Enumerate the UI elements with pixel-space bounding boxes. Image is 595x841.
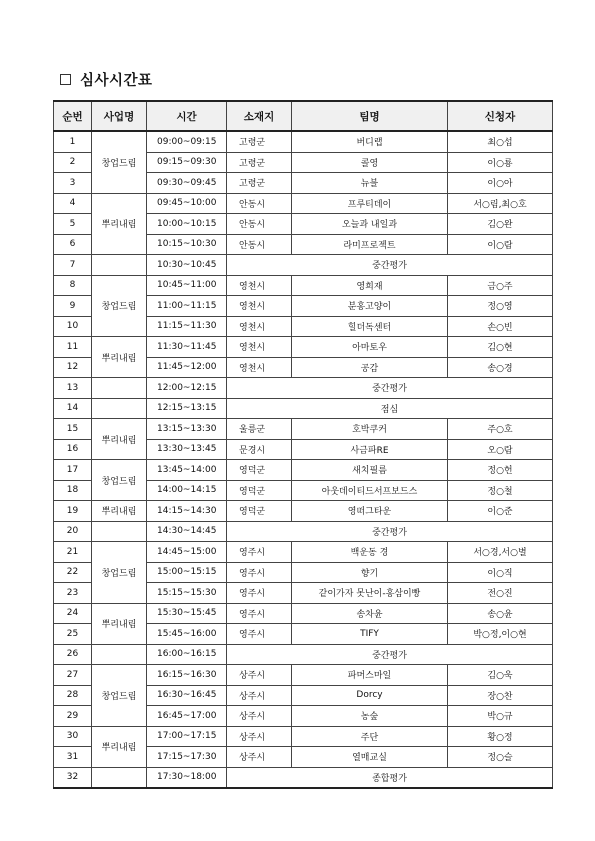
table-row — [54, 726, 553, 747]
location: 안동시 — [227, 214, 292, 235]
program-name: 뿌리내림 — [92, 337, 147, 378]
row-number: 22 — [54, 562, 92, 583]
table-row — [54, 603, 553, 624]
page-title — [60, 69, 153, 89]
row-number: 7 — [54, 255, 92, 276]
header-applicant: 신청자 — [448, 101, 553, 131]
table-row — [54, 275, 553, 296]
applicant-name: 이○람 — [448, 234, 553, 255]
team-name: 뉴블 — [292, 173, 448, 194]
applicant-name: 정○영 — [448, 296, 553, 317]
applicant-name: 서○경,서○별 — [448, 542, 553, 563]
checkbox-square-icon — [60, 74, 71, 85]
time-slot: 14:15~14:30 — [147, 501, 227, 522]
applicant-name: 최○섭 — [448, 131, 553, 152]
team-name: 오늘과 내일과 — [292, 214, 448, 235]
time-slot: 09:00~09:15 — [147, 131, 227, 152]
team-name: 콜영 — [292, 152, 448, 173]
time-slot: 11:45~12:00 — [147, 357, 227, 378]
table-row — [54, 644, 553, 665]
time-slot: 10:45~11:00 — [147, 275, 227, 296]
table-row — [54, 398, 553, 419]
program-name: 뿌리내림 — [92, 603, 147, 644]
team-name: 사금파RE — [292, 439, 448, 460]
row-number: 1 — [54, 131, 92, 152]
team-name: 영희재 — [292, 275, 448, 296]
applicant-name: 김○완 — [448, 214, 553, 235]
row-number: 27 — [54, 665, 92, 686]
header-no: 순번 — [54, 101, 92, 131]
table-row — [54, 131, 553, 152]
time-slot: 13:30~13:45 — [147, 439, 227, 460]
location: 영천시 — [227, 357, 292, 378]
row-number: 14 — [54, 398, 92, 419]
time-slot: 17:15~17:30 — [147, 747, 227, 768]
row-number: 24 — [54, 603, 92, 624]
location: 상주시 — [227, 706, 292, 727]
program-name — [92, 255, 147, 276]
row-number: 23 — [54, 583, 92, 604]
row-number: 26 — [54, 644, 92, 665]
program-name: 창업드림 — [92, 665, 147, 727]
location: 상주시 — [227, 665, 292, 686]
team-name: 분홍고양이 — [292, 296, 448, 317]
title-text: 심사시간표 — [80, 72, 153, 89]
break-label: 중간평가 — [227, 378, 553, 399]
break-label: 종합평가 — [227, 767, 553, 788]
time-slot: 14:00~14:15 — [147, 480, 227, 501]
location: 영덕군 — [227, 501, 292, 522]
team-name: 힐더독센터 — [292, 316, 448, 337]
row-number: 25 — [54, 624, 92, 645]
location: 상주시 — [227, 747, 292, 768]
row-number: 28 — [54, 685, 92, 706]
row-number: 15 — [54, 419, 92, 440]
location: 영주시 — [227, 603, 292, 624]
row-number: 21 — [54, 542, 92, 563]
applicant-name: 정○헌 — [448, 460, 553, 481]
row-number: 30 — [54, 726, 92, 747]
team-name: Dorcy — [292, 685, 448, 706]
applicant-name: 이○아 — [448, 173, 553, 194]
table-row — [54, 501, 553, 522]
time-slot: 11:30~11:45 — [147, 337, 227, 358]
header-location: 소재지 — [227, 101, 292, 131]
program-name: 뿌리내림 — [92, 193, 147, 255]
time-slot: 14:45~15:00 — [147, 542, 227, 563]
applicant-name: 주○호 — [448, 419, 553, 440]
table-row — [54, 337, 553, 358]
team-name: 라미프로젝트 — [292, 234, 448, 255]
location: 영천시 — [227, 337, 292, 358]
applicant-name: 김○욱 — [448, 665, 553, 686]
team-name: 아웃데이티드서프보드스 — [292, 480, 448, 501]
row-number: 31 — [54, 747, 92, 768]
team-name: 아마토우 — [292, 337, 448, 358]
team-name: TIFY — [292, 624, 448, 645]
applicant-name: 송○경 — [448, 357, 553, 378]
applicant-name: 송○윤 — [448, 603, 553, 624]
team-name: 송차윤 — [292, 603, 448, 624]
row-number: 13 — [54, 378, 92, 399]
location: 고령군 — [227, 152, 292, 173]
break-label: 점심 — [227, 398, 553, 419]
table-row — [54, 767, 553, 788]
location: 영주시 — [227, 542, 292, 563]
time-slot: 09:30~09:45 — [147, 173, 227, 194]
time-slot: 11:15~11:30 — [147, 316, 227, 337]
location: 고령군 — [227, 173, 292, 194]
program-name: 뿌리내림 — [92, 419, 147, 460]
program-name: 창업드림 — [92, 275, 147, 337]
schedule-table — [53, 100, 553, 789]
location: 안동시 — [227, 193, 292, 214]
row-number: 20 — [54, 521, 92, 542]
time-slot: 15:15~15:30 — [147, 583, 227, 604]
table-row — [54, 521, 553, 542]
time-slot: 15:45~16:00 — [147, 624, 227, 645]
row-number: 18 — [54, 480, 92, 501]
applicant-name: 손○빈 — [448, 316, 553, 337]
applicant-name: 정○슬 — [448, 747, 553, 768]
time-slot: 15:00~15:15 — [147, 562, 227, 583]
row-number: 17 — [54, 460, 92, 481]
row-number: 32 — [54, 767, 92, 788]
row-number: 11 — [54, 337, 92, 358]
team-name: 공감 — [292, 357, 448, 378]
team-name: 향기 — [292, 562, 448, 583]
applicant-name: 김○현 — [448, 337, 553, 358]
row-number: 12 — [54, 357, 92, 378]
table-row — [54, 419, 553, 440]
break-label: 중간평가 — [227, 644, 553, 665]
applicant-name: 서○림,최○호 — [448, 193, 553, 214]
team-name: 백운동 경 — [292, 542, 448, 563]
team-name: 같이가자 못난이-홍삼이빵 — [292, 583, 448, 604]
row-number: 19 — [54, 501, 92, 522]
time-slot: 13:15~13:30 — [147, 419, 227, 440]
program-name: 창업드림 — [92, 542, 147, 604]
program-name: 뿌리내림 — [92, 501, 147, 522]
row-number: 16 — [54, 439, 92, 460]
time-slot: 09:45~10:00 — [147, 193, 227, 214]
break-label: 중간평가 — [227, 521, 553, 542]
location: 고령군 — [227, 131, 292, 152]
program-name: 창업드림 — [92, 131, 147, 193]
time-slot: 10:30~10:45 — [147, 255, 227, 276]
time-slot: 10:15~10:30 — [147, 234, 227, 255]
table-header-row — [54, 101, 553, 131]
applicant-name: 금○주 — [448, 275, 553, 296]
break-label: 중간평가 — [227, 255, 553, 276]
location: 상주시 — [227, 685, 292, 706]
applicant-name: 장○찬 — [448, 685, 553, 706]
team-name: 파머스마일 — [292, 665, 448, 686]
applicant-name: 이○준 — [448, 501, 553, 522]
row-number: 5 — [54, 214, 92, 235]
header-team: 팀명 — [292, 101, 448, 131]
table-row — [54, 255, 553, 276]
program-name: 창업드림 — [92, 460, 147, 501]
location: 영천시 — [227, 275, 292, 296]
table-row — [54, 378, 553, 399]
location: 영주시 — [227, 583, 292, 604]
table-row — [54, 193, 553, 214]
schedule-body — [54, 131, 553, 788]
time-slot: 16:30~16:45 — [147, 685, 227, 706]
applicant-name: 오○람 — [448, 439, 553, 460]
team-name: 새치필름 — [292, 460, 448, 481]
team-name: 농숲 — [292, 706, 448, 727]
team-name: 열매교실 — [292, 747, 448, 768]
time-slot: 17:00~17:15 — [147, 726, 227, 747]
location: 영천시 — [227, 296, 292, 317]
row-number: 4 — [54, 193, 92, 214]
row-number: 29 — [54, 706, 92, 727]
time-slot: 16:15~16:30 — [147, 665, 227, 686]
program-name — [92, 378, 147, 399]
program-name: 뿌리내림 — [92, 726, 147, 767]
team-name: 호박쿠커 — [292, 419, 448, 440]
applicant-name: 이○직 — [448, 562, 553, 583]
time-slot: 16:00~16:15 — [147, 644, 227, 665]
location: 영천시 — [227, 316, 292, 337]
program-name — [92, 398, 147, 419]
row-number: 8 — [54, 275, 92, 296]
row-number: 9 — [54, 296, 92, 317]
header-time: 시간 — [147, 101, 227, 131]
time-slot: 09:15~09:30 — [147, 152, 227, 173]
row-number: 2 — [54, 152, 92, 173]
location: 울릉군 — [227, 419, 292, 440]
team-name: 버디랩 — [292, 131, 448, 152]
time-slot: 12:15~13:15 — [147, 398, 227, 419]
time-slot: 16:45~17:00 — [147, 706, 227, 727]
time-slot: 11:00~11:15 — [147, 296, 227, 317]
time-slot: 13:45~14:00 — [147, 460, 227, 481]
row-number: 10 — [54, 316, 92, 337]
applicant-name: 박○정,이○현 — [448, 624, 553, 645]
table-row — [54, 460, 553, 481]
time-slot: 10:00~10:15 — [147, 214, 227, 235]
team-name: 프루티데이 — [292, 193, 448, 214]
row-number: 3 — [54, 173, 92, 194]
time-slot: 15:30~15:45 — [147, 603, 227, 624]
time-slot: 17:30~18:00 — [147, 767, 227, 788]
program-name — [92, 644, 147, 665]
location: 문경시 — [227, 439, 292, 460]
team-name: 주단 — [292, 726, 448, 747]
program-name — [92, 521, 147, 542]
location: 영덕군 — [227, 460, 292, 481]
team-name: 영떠그타운 — [292, 501, 448, 522]
location: 상주시 — [227, 726, 292, 747]
time-slot: 14:30~14:45 — [147, 521, 227, 542]
location: 영주시 — [227, 562, 292, 583]
location: 영덕군 — [227, 480, 292, 501]
applicant-name: 이○룡 — [448, 152, 553, 173]
location: 영주시 — [227, 624, 292, 645]
location: 안동시 — [227, 234, 292, 255]
applicant-name: 전○진 — [448, 583, 553, 604]
program-name — [92, 767, 147, 788]
applicant-name: 박○규 — [448, 706, 553, 727]
header-program: 사업명 — [92, 101, 147, 131]
applicant-name: 정○철 — [448, 480, 553, 501]
table-row — [54, 665, 553, 686]
row-number: 6 — [54, 234, 92, 255]
time-slot: 12:00~12:15 — [147, 378, 227, 399]
table-row — [54, 542, 553, 563]
applicant-name: 황○정 — [448, 726, 553, 747]
